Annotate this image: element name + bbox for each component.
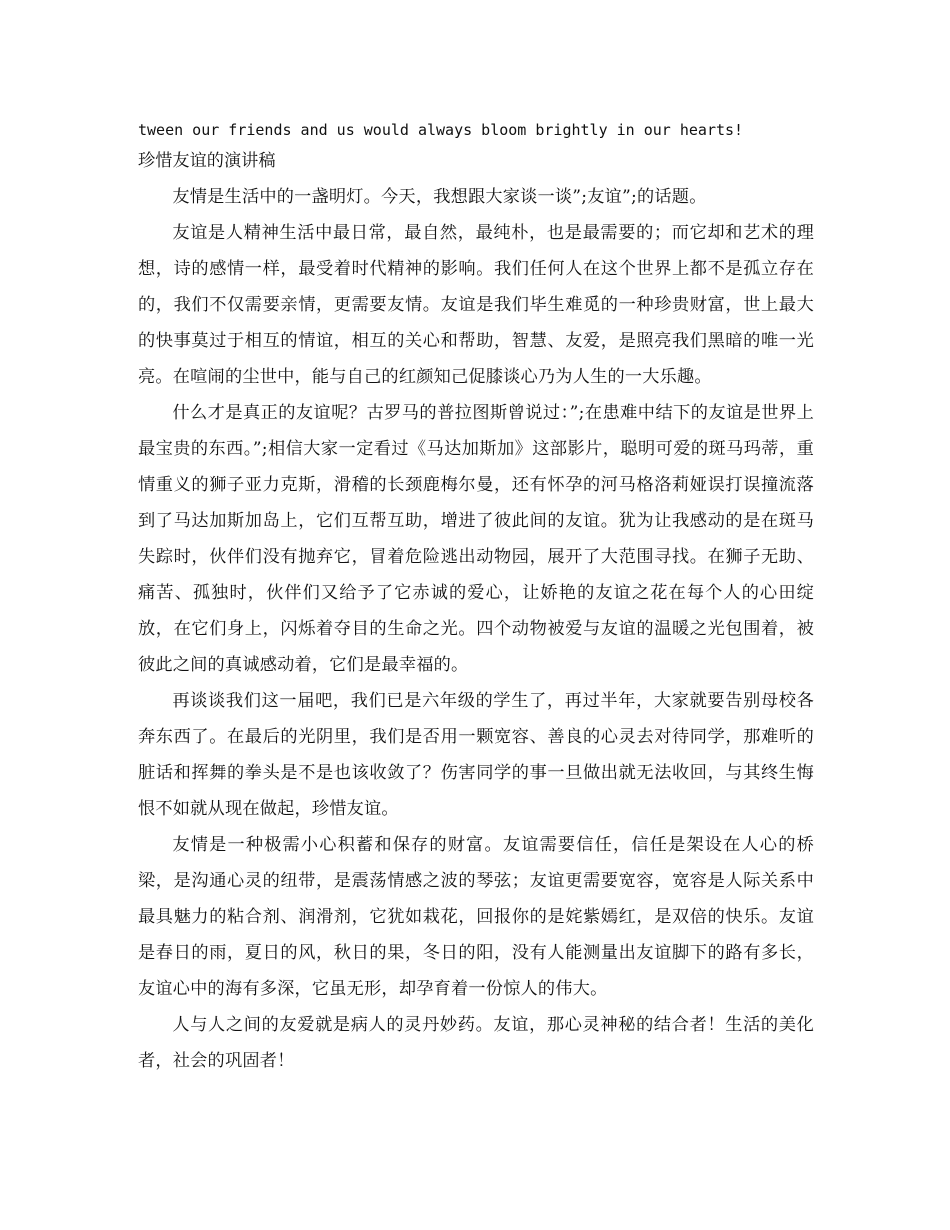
paragraph-4: 再谈谈我们这一届吧，我们已是六年级的学生了，再过半年，大家就要告别母校各奔东西了。在最后的光阴里，我们是否用一颗宽容、善良的心灵去对待同学，那难听的脏话和挥舞的拳头是不是也该收敛了？伤害同学的事一旦做出就无法收回，与其终生悔恨不如就从现在做起，珍惜友谊。 xyxy=(138,691,814,819)
paragraph-2: 友谊是人精神生活中最日常，最自然，最纯朴，也是最需要的；而它却和艺术的理想，诗的感情一样，最受着时代精神的影响。我们任何人在这个世界上都不是孤立存在的，我们不仅需要亲情，更需要友情。友谊是我们毕生难觅的一种珍贵财富，世上最大的快事莫过于相互的情谊，相互的关心和帮助，智慧、友爱，是照亮我们黑暗的唯一光亮。在喧闹的尘世中，能与自己的红颜知己促膝谈心乃为人生的一大乐趣。 xyxy=(138,223,814,387)
continuation-line: tween our friends and us would always bloom brightly in our hearts! xyxy=(138,121,744,139)
document-body xyxy=(138,117,814,1079)
paragraph-5: 友情是一种极需小心积蓄和保存的财富。友谊需要信任，信任是架设在人心的桥梁，是沟通心灵的纽带，是震荡情感之波的琴弦；友谊更需要宽容，宽容是人际关系中最具魅力的粘合剂、润滑剂，它犹如栽花，回报你的是姹紫嫣红，是双倍的快乐。友谊是春日的雨，夏日的风，秋日的果，冬日的阳，没有人能测量出友谊脚下的路有多长，友谊心中的海有多深，它虽无形，却孕育着一份惊人的伟大。 xyxy=(138,835,814,999)
document-title: 珍惜友谊的演讲稿 xyxy=(138,151,276,171)
paragraph-3: 什么才是真正的友谊呢？古罗马的普拉图斯曾说过：”;在患难中结下的友谊是世界上最宝贵的东西。”;相信大家一定看过《马达加斯加》这部影片，聪明可爱的斑马玛蒂，重情重义的狮子亚力克斯，滑稽的长颈鹿梅尔曼，还有怀孕的河马格洛莉娅误打误撞流落到了马达加斯加岛上，它们互帮互助，增进了彼此间的友谊。犹为让我感动的是在斑马失踪时，伙伴们没有抛弃它，冒着危险逃出动物园，展开了大范围寻找。在狮子无助、痛苦、孤独时，伙伴们又给予了它赤诚的爱心，让娇艳的友谊之花在每个人的心田绽放，在它们身上，闪烁着夺目的生命之光。四个动物被爱与友谊的温暖之光包围着，被彼此之间的真诚感动着，它们是最幸福的。 xyxy=(138,403,814,675)
paragraph-6: 人与人之间的友爱就是病人的灵丹妙药。友谊，那心灵神秘的结合者！生活的美化者，社会的巩固者！ xyxy=(138,1015,814,1071)
paragraph-1: 友情是生活中的一盏明灯。今天，我想跟大家谈一谈”;友谊”;的话题。 xyxy=(172,187,707,207)
